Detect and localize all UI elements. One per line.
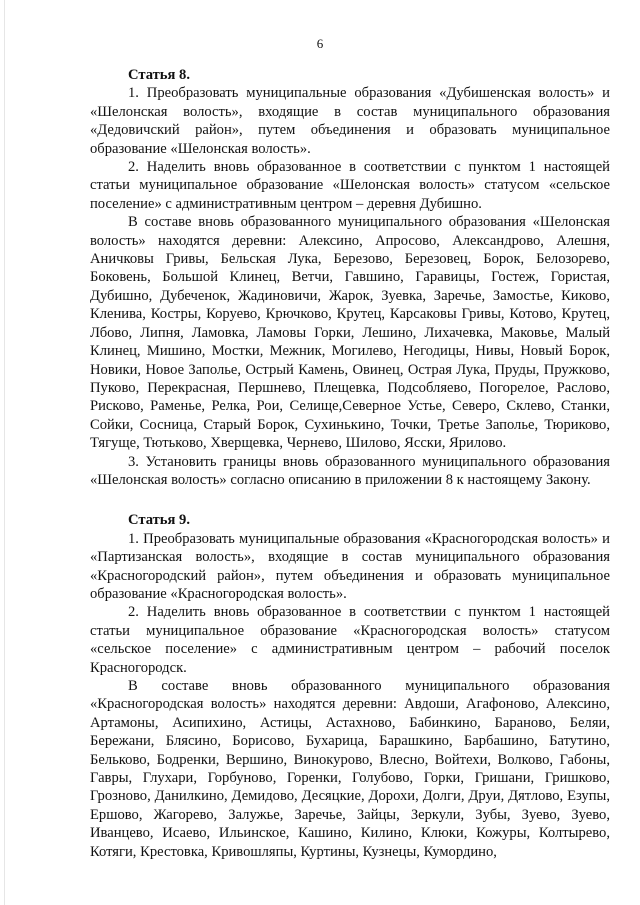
- article-9-paragraph-1: 1. Преобразовать муниципальные образования «Красногородская волость» и «Партизанская волость», входящие в состав муниципального образования «Красногородский район», путем объединения и образовать муниципальное образование «Красногородская волость».: [90, 530, 610, 602]
- section-gap: [90, 489, 610, 511]
- article-8-paragraph-2: 2. Наделить вновь образованное в соответствии с пунктом 1 настоящей статьи муниципальное образование «Шелонская волость» статусом «сельское поселение» с административным центром – деревня Дубишно.: [90, 159, 610, 212]
- article-8: [90, 66, 610, 489]
- scan-edge: [4, 0, 5, 905]
- article-9-paragraph-2: 2. Наделить вновь образованное в соответствии с пунктом 1 настоящей статьи муниципальное образование «Красногородская волость» статусом «сельское поселение» с административным центром – рабочий поселок Красногородск.: [90, 604, 610, 676]
- document-body: [90, 66, 610, 861]
- article-9-village-list: В составе вновь образованного муниципального образования «Красногородская волость» находятся деревни: Авдоши, Агафоново, Алексино, Артамоны, Асипихино, Астицы, Астахново, Бабинкино, Бараново, Беляи, Бережани, Блясино, Борисово, Бухарица, Барашкино, Барбашино, Батутино, Бельково, Бодренки, Вершино, Винокурово, Влесно, Войтехи, Волково, Габоны, Гавры, Глухари, Горбуново, Горенки, Голубово, Горки, Гришани, Гришково, Грозново, Данилкино, Демидово, Десяцкие, Дорохи, Долги, Друи, Дятлово, Езупы, Ершово, Жагорево, Залужье, Заречье, Зайцы, Зеркули, Зубы, Зуево, Зуево, Иванцево, Исаево, Ильинское, Кашино, Килино, Клюки, Кожуры, Колтырево, Котяги, Крестовка, Кривошляпы, Куртины, Кузнецы, Кумордино,: [90, 678, 610, 860]
- article-9-heading: Статья 9.: [128, 512, 190, 529]
- page-number: 6: [316, 36, 324, 51]
- article-8-heading: Статья 8.: [128, 67, 190, 83]
- article-9: [90, 511, 610, 861]
- article-8-paragraph-1: 1. Преобразовать муниципальные образования «Дубишенская волость» и «Шелонская волость», входящие в состав муниципального образования «Дедовичский район», путем объединения и образовать муниципальное образование «Шелонская волость».: [90, 85, 610, 157]
- article-8-village-list: В составе вновь образованного муниципального образования «Шелонская волость» находятся деревни: Алексино, Апросово, Александрово, Алешня, Аничковы Гривы, Бельская Лука, Березово, Березовец, Борок, Белозорево, Боковень, Большой Клинец, Ветчи, Гавшино, Гаравицы, Гостеж, Гористая, Дубишно, Дубеченок, Жадиновичи, Жарок, Зуевка, Заречье, Замостье, Киково, Кленива, Костры, Коруево, Крючково, Крутец, Карсаковы Гривы, Котово, Крутец, Лбово, Липня, Ламовка, Ламовы Горки, Лешино, Лихачевка, Маковье, Малый Клинец, Мишино, Мостки, Межник, Могилево, Негодицы, Нивы, Новый Борок, Новики, Новое Заполье, Острый Камень, Овинец, Острая Лука, Пруды, Пружково, Пуково, Перекрасная, Першнево, Плещевка, Подсобляево, Погорелое, Раслово, Рисково, Раменье, Релка, Рои, Селище,Северное Устье, Северо, Склево, Станки, Сойки, Сосница, Старый Борок, Сухинькино, Точки, Третье Заполье, Тюриково, Тягуще, Тютьково, Хверщевка, Чернево, Шилово, Ясски, Ярилово.: [90, 214, 610, 452]
- article-8-paragraph-3: 3. Установить границы вновь образованного муниципального образования «Шелонская волость» согласно описанию в приложении 8 к настоящему Закону.: [90, 453, 610, 488]
